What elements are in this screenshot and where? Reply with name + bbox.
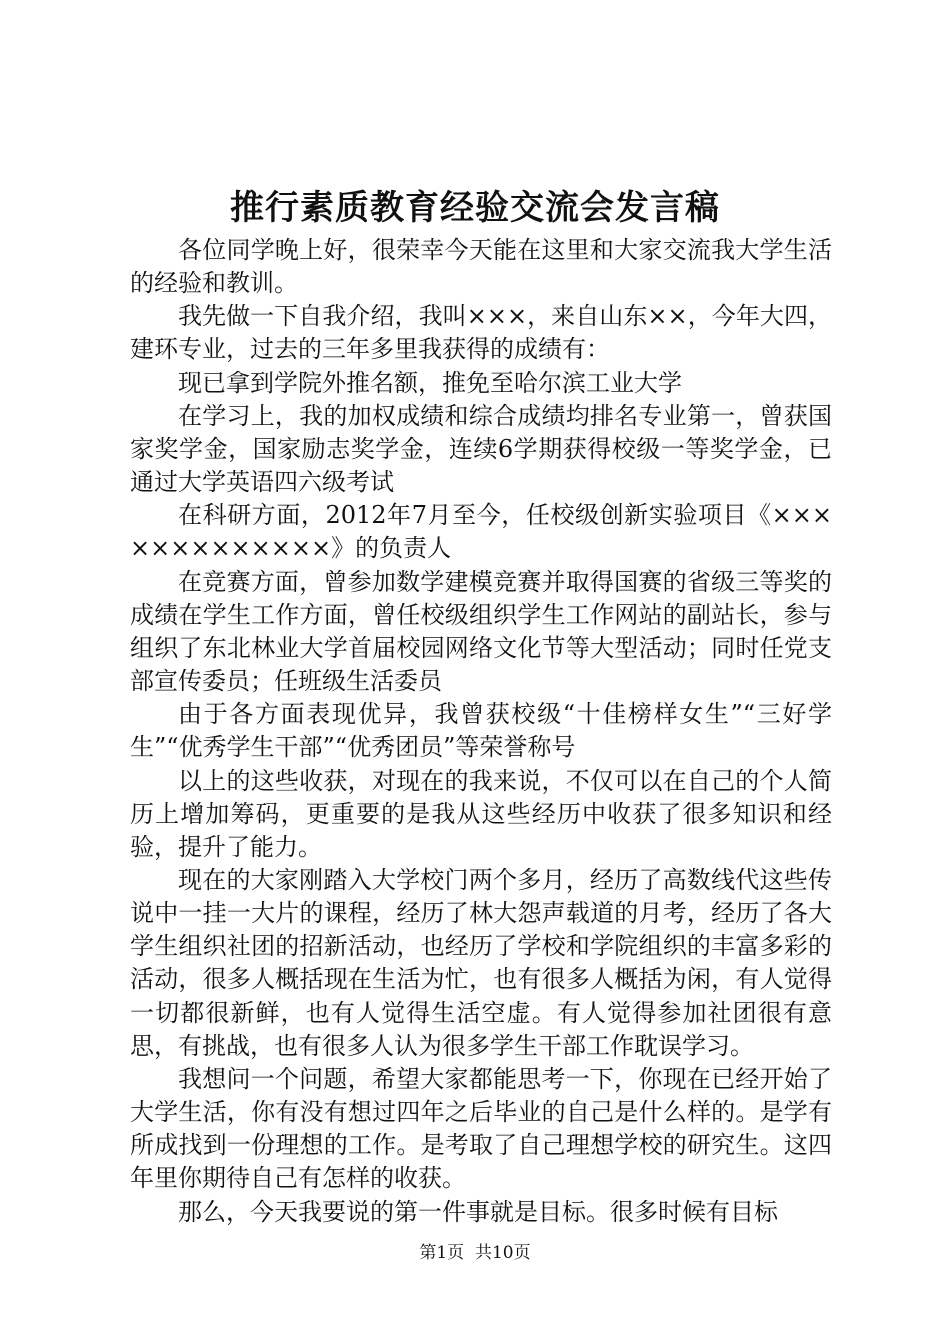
paragraph-question: 我想问一个问题，希望大家都能思考一下，你现在已经开始了大学生活，你有没有想过四年之后毕业的自己是什么样的。是学有所成找到一份理想的工作。是考取了自己理想学校的研究生。这四年里你期待自己有怎样的收获。 bbox=[130, 1064, 832, 1193]
document-body bbox=[130, 234, 832, 1229]
paragraph-recommendation: 现已拿到学院外推名额，推免至哈尔滨工业大学 bbox=[178, 368, 682, 397]
paragraph-research: 在科研方面，2012年7月至今，任校级创新实验项目《×××××××××××××》的负责人 bbox=[130, 501, 832, 563]
paragraph-introduction: 我先做一下自我介绍，我叫×××，来自山东××，今年大四，建环专业，过去的三年多里我获得的成绩有： bbox=[130, 302, 832, 364]
paragraph-honors: 由于各方面表现优异，我曾获校级“十佳榜样女生”“三好学生”“优秀学生干部”“优秀团员”等荣誉称号 bbox=[130, 700, 832, 762]
paragraph-current-life: 现在的大家刚踏入大学校门两个多月，经历了高数线代这些传说中一挂一大片的课程，经历了林大怨声载道的月考，经历了各大学生组织社团的招新活动，也经历了学校和学院组织的丰富多彩的活动，很多人概括现在生活为忙，也有很多人概括为闲，有人觉得一切都很新鲜，也有人觉得生活空虚。有人觉得参加社团很有意思，有挑战，也有很多人认为很多学生干部工作耽误学习。 bbox=[130, 865, 832, 1060]
paragraph-greeting: 各位同学晚上好，很荣幸今天能在这里和大家交流我大学生活的经验和教训。 bbox=[130, 236, 832, 298]
paragraph-study: 在学习上，我的加权成绩和综合成绩均排名专业第一，曾获国家奖学金，国家励志奖学金，连续6学期获得校级一等奖学金，已通过大学英语四六级考试 bbox=[130, 401, 832, 497]
paragraph-competition: 在竞赛方面，曾参加数学建模竞赛并取得国赛的省级三等奖的成绩在学生工作方面，曾任校级组织学生工作网站的副站长，参与组织了东北林业大学首届校园网络文化节等大型活动；同时任党支部宣传委员；任班级生活委员 bbox=[130, 567, 832, 696]
page-footer bbox=[0, 1241, 950, 1265]
page-number-label: 第1页 共10页 bbox=[419, 1243, 531, 1263]
document-title: 推行素质教育经验交流会发言稿 bbox=[230, 188, 720, 228]
paragraph-gains: 以上的这些收获，对现在的我来说，不仅可以在自己的个人简历上增加筹码，更重要的是我从这些经历中收获了很多知识和经验，提升了能力。 bbox=[130, 766, 832, 861]
paragraph-goal: 那么，今天我要说的第一件事就是目标。很多时候有目标 bbox=[178, 1197, 778, 1226]
